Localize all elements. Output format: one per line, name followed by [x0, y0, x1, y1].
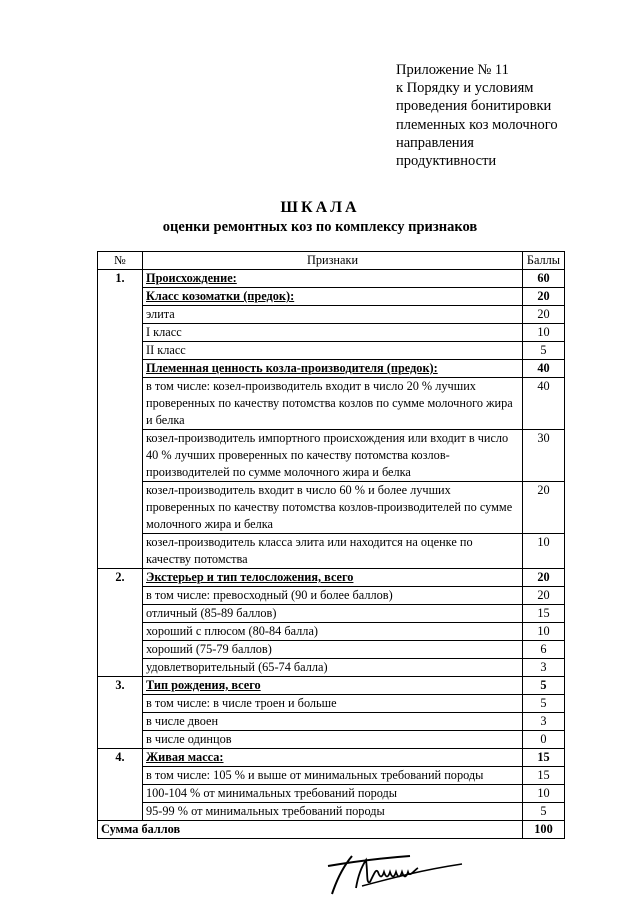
row-points: 10 [523, 324, 565, 342]
scale-table-body [98, 252, 565, 839]
table-row [98, 695, 565, 713]
table-row [98, 430, 565, 482]
header-points: Баллы [523, 252, 565, 270]
row-number: 1. [98, 270, 143, 288]
table-row [98, 623, 565, 641]
row-number [98, 360, 143, 378]
row-number [98, 659, 143, 677]
table-row [98, 324, 565, 342]
row-points: 3 [523, 713, 565, 731]
row-points: 5 [523, 803, 565, 821]
row-criteria [143, 677, 523, 695]
row-criteria [143, 695, 523, 713]
table-row [98, 270, 565, 288]
total-row [98, 821, 565, 839]
table-row [98, 713, 565, 731]
row-criteria [143, 306, 523, 324]
row-criteria [143, 587, 523, 605]
row-number: 3. [98, 677, 143, 695]
row-number [98, 767, 143, 785]
row-number [98, 534, 143, 569]
table-row [98, 306, 565, 324]
row-criteria-text: в том числе: козел-производитель входит в число 20 % лучших проверенных по качеству потомства козлов по сумме молочного жира и белка [146, 379, 513, 427]
row-points: 20 [523, 288, 565, 306]
row-criteria [143, 569, 523, 587]
row-criteria [143, 605, 523, 623]
row-points: 6 [523, 641, 565, 659]
row-criteria-text: Экстерьер и тип телосложения, всего [146, 570, 354, 584]
row-number [98, 324, 143, 342]
row-points: 15 [523, 749, 565, 767]
header-criteria: Признаки [143, 252, 523, 270]
row-criteria-text: в том числе: в числе троен и больше [146, 696, 337, 710]
row-criteria [143, 360, 523, 378]
row-number [98, 623, 143, 641]
row-criteria-text: Тип рождения, всего [146, 678, 261, 692]
table-row [98, 482, 565, 534]
appendix-line: племенных коз молочного [396, 116, 558, 133]
row-number [98, 641, 143, 659]
row-number [98, 306, 143, 324]
row-points: 10 [523, 623, 565, 641]
row-criteria-text: козел-производитель входит в число 60 % и более лучших проверенных по качеству потомства козлов-производителей по сумме молочного жира и белка [146, 483, 513, 531]
row-points: 0 [523, 731, 565, 749]
row-number [98, 342, 143, 360]
row-criteria [143, 623, 523, 641]
row-number [98, 785, 143, 803]
table-row [98, 342, 565, 360]
row-criteria-text: в числе двоен [146, 714, 219, 728]
row-criteria-text: в том числе: 105 % и выше от минимальных требований породы [146, 768, 484, 782]
table-row [98, 803, 565, 821]
row-number [98, 803, 143, 821]
row-points: 20 [523, 482, 565, 534]
row-criteria [143, 270, 523, 288]
table-row [98, 587, 565, 605]
row-criteria-text: козел-производитель класса элита или находится на оценке по качеству потомства [146, 535, 473, 566]
row-criteria [143, 749, 523, 767]
row-criteria [143, 324, 523, 342]
table-row [98, 731, 565, 749]
appendix-line: продуктивности [396, 153, 497, 170]
header-num: № [98, 252, 143, 270]
table-row [98, 677, 565, 695]
table-header-row [98, 252, 565, 270]
row-number [98, 713, 143, 731]
row-points: 5 [523, 695, 565, 713]
row-points: 60 [523, 270, 565, 288]
total-label: Сумма баллов [98, 821, 523, 839]
row-criteria-text: II класс [146, 343, 186, 357]
row-criteria-text: хороший (75-79 баллов) [146, 642, 272, 656]
table-row [98, 605, 565, 623]
row-points: 40 [523, 378, 565, 430]
row-points: 20 [523, 306, 565, 324]
table-row [98, 569, 565, 587]
row-criteria-text: в том числе: превосходный (90 и более баллов) [146, 588, 393, 602]
row-criteria [143, 288, 523, 306]
row-number [98, 430, 143, 482]
row-number [98, 731, 143, 749]
row-number [98, 605, 143, 623]
appendix-line: Приложение № 11 [396, 62, 509, 78]
row-criteria-text: I класс [146, 325, 182, 339]
row-criteria [143, 731, 523, 749]
row-criteria [143, 641, 523, 659]
row-points: 40 [523, 360, 565, 378]
row-criteria [143, 713, 523, 731]
row-points: 15 [523, 605, 565, 623]
table-row [98, 378, 565, 430]
signature-icon [322, 848, 472, 900]
row-criteria [143, 785, 523, 803]
row-criteria-text: 95-99 % от минимальных требований породы [146, 804, 385, 818]
appendix-block [396, 61, 616, 170]
row-criteria-text: Класс козоматки (предок): [146, 289, 295, 303]
row-criteria [143, 659, 523, 677]
row-points: 3 [523, 659, 565, 677]
row-points: 20 [523, 587, 565, 605]
row-number [98, 587, 143, 605]
scale-table [97, 251, 565, 839]
row-criteria [143, 803, 523, 821]
table-row [98, 659, 565, 677]
table-row [98, 749, 565, 767]
row-number: 2. [98, 569, 143, 587]
document-subtitle: оценки ремонтных коз по комплексу признаков [162, 219, 478, 235]
row-points: 5 [523, 342, 565, 360]
row-criteria-text: козел-производитель импортного происхождения или входит в число 40 % лучших проверенных по качеству потомства козлов-производителей по сумме молочного жира и белка [146, 431, 509, 479]
row-criteria [143, 430, 523, 482]
row-number [98, 378, 143, 430]
row-points: 15 [523, 767, 565, 785]
row-criteria [143, 534, 523, 569]
row-criteria-text: в числе одинцов [146, 732, 232, 746]
appendix-line: проведения бонитировки [396, 98, 552, 115]
table-row [98, 288, 565, 306]
row-criteria [143, 767, 523, 785]
row-points: 10 [523, 534, 565, 569]
row-points: 5 [523, 677, 565, 695]
row-criteria-text: отличный (85-89 баллов) [146, 606, 277, 620]
row-criteria [143, 482, 523, 534]
row-criteria-text: удовлетворительный (65-74 балла) [146, 660, 328, 674]
row-criteria-text: Племенная ценность козла-производителя (предок): [146, 361, 438, 375]
row-criteria-text: Живая масса: [146, 750, 224, 764]
total-points: 100 [523, 821, 565, 839]
row-points: 10 [523, 785, 565, 803]
table-row [98, 360, 565, 378]
row-criteria-text: хороший с плюсом (80-84 балла) [146, 624, 319, 638]
appendix-line: к Порядку и условиям [396, 80, 534, 97]
row-number [98, 695, 143, 713]
row-number [98, 288, 143, 306]
table-row [98, 641, 565, 659]
row-criteria [143, 378, 523, 430]
row-criteria-text: элита [146, 307, 175, 321]
row-number: 4. [98, 749, 143, 767]
table-row [98, 534, 565, 569]
row-points: 20 [523, 569, 565, 587]
appendix-line: направления [396, 134, 474, 151]
row-points: 30 [523, 430, 565, 482]
row-criteria-text: Происхождение: [146, 271, 237, 285]
table-row [98, 785, 565, 803]
document-title: ШКАЛА [280, 199, 360, 216]
row-criteria [143, 342, 523, 360]
row-number [98, 482, 143, 534]
row-criteria-text: 100-104 % от минимальных требований породы [146, 786, 398, 800]
table-row [98, 767, 565, 785]
